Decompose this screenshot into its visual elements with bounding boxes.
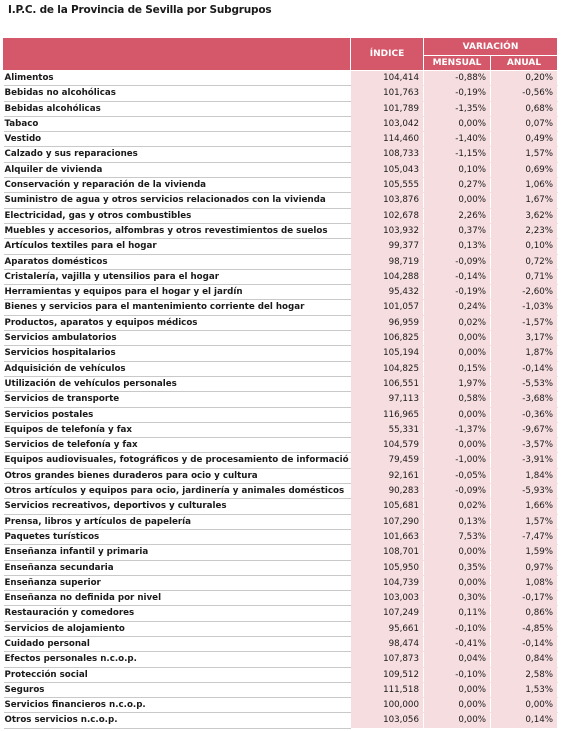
- subgroup-name: Enseñanza secundaria: [4, 560, 351, 575]
- indice-value: 108,701: [351, 545, 424, 560]
- mensual-value: 0,30%: [424, 591, 491, 606]
- anual-value: 0,14%: [491, 713, 558, 728]
- subgroup-name: Equipos de telefonía y fax: [4, 422, 351, 437]
- mensual-value: -0,14%: [424, 269, 491, 284]
- anual-value: -3,68%: [491, 392, 558, 407]
- mensual-value: -1,00%: [424, 453, 491, 468]
- anual-value: 1,87%: [491, 346, 558, 361]
- indice-value: 114,460: [351, 132, 424, 147]
- table-body: [4, 71, 558, 729]
- indice-value: 106,825: [351, 331, 424, 346]
- page-title: I.P.C. de la Provincia de Sevilla por Subgrupos: [8, 4, 272, 16]
- header-blank-cell: [4, 38, 351, 71]
- header-mensual: MENSUAL: [424, 56, 491, 71]
- mensual-value: 0,37%: [424, 223, 491, 238]
- subgroup-name: Conservación y reparación de la vivienda: [4, 178, 351, 193]
- indice-value: 116,965: [351, 407, 424, 422]
- mensual-value: -0,10%: [424, 621, 491, 636]
- table-row: [4, 621, 558, 636]
- subgroup-name: Productos, aparatos y equipos médicos: [4, 315, 351, 330]
- mensual-value: 0,13%: [424, 514, 491, 529]
- mensual-value: 7,53%: [424, 529, 491, 544]
- indice-value: 103,876: [351, 193, 424, 208]
- indice-value: 103,003: [351, 591, 424, 606]
- indice-value: 101,057: [351, 300, 424, 315]
- subgroup-name: Equipos audiovisuales, fotográficos y de procesamiento de informació: [4, 453, 351, 468]
- header-variacion: VARIACIÓN: [424, 38, 558, 56]
- indice-value: 108,733: [351, 147, 424, 162]
- indice-value: 105,555: [351, 178, 424, 193]
- subgroup-name: Otros artículos y equipos para ocio, jardinería y animales domésticos: [4, 484, 351, 499]
- table-row: [4, 422, 558, 437]
- mensual-value: 0,35%: [424, 560, 491, 575]
- subgroup-name: Suministro de agua y otros servicios relacionados con la vivienda: [4, 193, 351, 208]
- subgroup-name: Restauración y comedores: [4, 606, 351, 621]
- indice-value: 105,950: [351, 560, 424, 575]
- table-row: [4, 392, 558, 407]
- subgroup-name: Cristalería, vajilla y utensilios para el hogar: [4, 269, 351, 284]
- subgroup-name: Bienes y servicios para el mantenimiento corriente del hogar: [4, 300, 351, 315]
- table-row: [4, 147, 558, 162]
- indice-value: 104,288: [351, 269, 424, 284]
- subgroup-name: Adquisición de vehículos: [4, 361, 351, 376]
- subgroup-name: Alimentos: [4, 71, 351, 86]
- table-row: [4, 438, 558, 453]
- table-row: [4, 636, 558, 651]
- anual-value: -4,85%: [491, 621, 558, 636]
- anual-value: 1,66%: [491, 499, 558, 514]
- mensual-value: -0,09%: [424, 484, 491, 499]
- table-row: [4, 560, 558, 575]
- anual-value: 0,49%: [491, 132, 558, 147]
- anual-value: -1,03%: [491, 300, 558, 315]
- table-row: [4, 116, 558, 131]
- subgroup-name: Protección social: [4, 667, 351, 682]
- table-row: [4, 254, 558, 269]
- table-row: [4, 529, 558, 544]
- subgroup-name: Servicios ambulatorios: [4, 331, 351, 346]
- subgroup-name: Servicios de alojamiento: [4, 621, 351, 636]
- indice-value: 105,043: [351, 162, 424, 177]
- table-row: [4, 193, 558, 208]
- anual-value: 1,59%: [491, 545, 558, 560]
- indice-value: 101,789: [351, 101, 424, 116]
- table-row: [4, 208, 558, 223]
- indice-value: 107,290: [351, 514, 424, 529]
- anual-value: -3,57%: [491, 438, 558, 453]
- table-row: [4, 132, 558, 147]
- mensual-value: -0,19%: [424, 285, 491, 300]
- table-row: [4, 223, 558, 238]
- indice-value: 95,661: [351, 621, 424, 636]
- mensual-value: 0,13%: [424, 239, 491, 254]
- indice-value: 104,825: [351, 361, 424, 376]
- indice-value: 90,283: [351, 484, 424, 499]
- subgroup-name: Herramientas y equipos para el hogar y el jardín: [4, 285, 351, 300]
- mensual-value: 0,10%: [424, 162, 491, 177]
- table-row: [4, 315, 558, 330]
- anual-value: -9,67%: [491, 422, 558, 437]
- table-row: [4, 300, 558, 315]
- table-row: [4, 484, 558, 499]
- table-row: [4, 86, 558, 101]
- anual-value: 0,07%: [491, 116, 558, 131]
- anual-value: -0,14%: [491, 636, 558, 651]
- subgroup-name: Alquiler de vivienda: [4, 162, 351, 177]
- anual-value: -0,36%: [491, 407, 558, 422]
- anual-value: -3,91%: [491, 453, 558, 468]
- table-row: [4, 162, 558, 177]
- mensual-value: 0,00%: [424, 193, 491, 208]
- subgroup-name: Paquetes turísticos: [4, 529, 351, 544]
- indice-value: 105,681: [351, 499, 424, 514]
- anual-value: 0,71%: [491, 269, 558, 284]
- mensual-value: 0,00%: [424, 545, 491, 560]
- subgroup-name: Seguros: [4, 682, 351, 697]
- table-row: [4, 545, 558, 560]
- subgroup-name: Bebidas alcohólicas: [4, 101, 351, 116]
- table-row: [4, 71, 558, 86]
- table-row: [4, 606, 558, 621]
- anual-value: 0,72%: [491, 254, 558, 269]
- indice-value: 103,056: [351, 713, 424, 728]
- anual-value: 0,84%: [491, 652, 558, 667]
- mensual-value: -1,35%: [424, 101, 491, 116]
- indice-value: 101,663: [351, 529, 424, 544]
- subgroup-name: Tabaco: [4, 116, 351, 131]
- indice-value: 107,873: [351, 652, 424, 667]
- table-row: [4, 407, 558, 422]
- table-row: [4, 361, 558, 376]
- mensual-value: 0,04%: [424, 652, 491, 667]
- table-row: [4, 652, 558, 667]
- anual-value: -1,57%: [491, 315, 558, 330]
- anual-value: 0,68%: [491, 101, 558, 116]
- mensual-value: -0,10%: [424, 667, 491, 682]
- indice-value: 106,551: [351, 376, 424, 391]
- mensual-value: -1,37%: [424, 422, 491, 437]
- table-row: [4, 468, 558, 483]
- header-indice: ÍNDICE: [351, 38, 424, 71]
- anual-value: 0,20%: [491, 71, 558, 86]
- anual-value: 3,17%: [491, 331, 558, 346]
- mensual-value: 0,00%: [424, 682, 491, 697]
- header-anual: ANUAL: [491, 56, 558, 71]
- indice-value: 103,932: [351, 223, 424, 238]
- mensual-value: 0,27%: [424, 178, 491, 193]
- subgroup-name: Servicios recreativos, deportivos y culturales: [4, 499, 351, 514]
- subgroup-name: Efectos personales n.c.o.p.: [4, 652, 351, 667]
- ipc-table: [3, 37, 558, 729]
- mensual-value: 0,02%: [424, 499, 491, 514]
- mensual-value: 0,58%: [424, 392, 491, 407]
- indice-value: 98,719: [351, 254, 424, 269]
- indice-value: 100,000: [351, 698, 424, 713]
- anual-value: -5,53%: [491, 376, 558, 391]
- anual-value: 1,06%: [491, 178, 558, 193]
- table-row: [4, 591, 558, 606]
- indice-value: 102,678: [351, 208, 424, 223]
- subgroup-name: Prensa, libros y artículos de papelería: [4, 514, 351, 529]
- table-row: [4, 575, 558, 590]
- subgroup-name: Calzado y sus reparaciones: [4, 147, 351, 162]
- anual-value: 1,57%: [491, 514, 558, 529]
- table-row: [4, 453, 558, 468]
- indice-value: 99,377: [351, 239, 424, 254]
- mensual-value: 0,00%: [424, 346, 491, 361]
- anual-value: 1,57%: [491, 147, 558, 162]
- mensual-value: 0,00%: [424, 116, 491, 131]
- mensual-value: -0,41%: [424, 636, 491, 651]
- anual-value: 1,08%: [491, 575, 558, 590]
- indice-value: 55,331: [351, 422, 424, 437]
- indice-value: 97,113: [351, 392, 424, 407]
- mensual-value: -0,88%: [424, 71, 491, 86]
- mensual-value: 0,02%: [424, 315, 491, 330]
- anual-value: 2,58%: [491, 667, 558, 682]
- subgroup-name: Cuidado personal: [4, 636, 351, 651]
- mensual-value: 0,00%: [424, 407, 491, 422]
- mensual-value: 0,00%: [424, 438, 491, 453]
- table-row: [4, 682, 558, 697]
- indice-value: 79,459: [351, 453, 424, 468]
- anual-value: 2,23%: [491, 223, 558, 238]
- subgroup-name: Artículos textiles para el hogar: [4, 239, 351, 254]
- table-row: [4, 376, 558, 391]
- subgroup-name: Aparatos domésticos: [4, 254, 351, 269]
- anual-value: 0,69%: [491, 162, 558, 177]
- mensual-value: 0,15%: [424, 361, 491, 376]
- indice-value: 109,512: [351, 667, 424, 682]
- indice-value: 111,518: [351, 682, 424, 697]
- table-row: [4, 101, 558, 116]
- table-row: [4, 269, 558, 284]
- indice-value: 104,579: [351, 438, 424, 453]
- subgroup-name: Servicios hospitalarios: [4, 346, 351, 361]
- anual-value: 0,00%: [491, 698, 558, 713]
- anual-value: -0,14%: [491, 361, 558, 376]
- table-row: [4, 499, 558, 514]
- subgroup-name: Enseñanza superior: [4, 575, 351, 590]
- mensual-value: 2,26%: [424, 208, 491, 223]
- table-row: [4, 178, 558, 193]
- table-row: [4, 698, 558, 713]
- mensual-value: 0,00%: [424, 331, 491, 346]
- anual-value: 1,67%: [491, 193, 558, 208]
- anual-value: -0,17%: [491, 591, 558, 606]
- indice-value: 107,249: [351, 606, 424, 621]
- indice-value: 96,959: [351, 315, 424, 330]
- subgroup-name: Servicios de transporte: [4, 392, 351, 407]
- mensual-value: 0,24%: [424, 300, 491, 315]
- table-row: [4, 667, 558, 682]
- anual-value: 1,53%: [491, 682, 558, 697]
- subgroup-name: Muebles y accesorios, alfombras y otros revestimientos de suelos: [4, 223, 351, 238]
- mensual-value: -1,40%: [424, 132, 491, 147]
- indice-value: 95,432: [351, 285, 424, 300]
- subgroup-name: Enseñanza no definida por nivel: [4, 591, 351, 606]
- indice-value: 105,194: [351, 346, 424, 361]
- anual-value: 0,86%: [491, 606, 558, 621]
- anual-value: 0,97%: [491, 560, 558, 575]
- indice-value: 104,739: [351, 575, 424, 590]
- anual-value: -7,47%: [491, 529, 558, 544]
- table-row: [4, 514, 558, 529]
- subgroup-name: Otros servicios n.c.o.p.: [4, 713, 351, 728]
- table-row: [4, 285, 558, 300]
- subgroup-name: Vestido: [4, 132, 351, 147]
- subgroup-name: Servicios de telefonía y fax: [4, 438, 351, 453]
- subgroup-name: Utilización de vehículos personales: [4, 376, 351, 391]
- mensual-value: -1,15%: [424, 147, 491, 162]
- anual-value: -2,60%: [491, 285, 558, 300]
- mensual-value: -0,09%: [424, 254, 491, 269]
- indice-value: 104,414: [351, 71, 424, 86]
- mensual-value: -0,19%: [424, 86, 491, 101]
- subgroup-name: Electricidad, gas y otros combustibles: [4, 208, 351, 223]
- anual-value: 1,84%: [491, 468, 558, 483]
- header-row-top: [4, 38, 558, 56]
- mensual-value: -0,05%: [424, 468, 491, 483]
- indice-value: 92,161: [351, 468, 424, 483]
- mensual-value: 0,11%: [424, 606, 491, 621]
- subgroup-name: Servicios postales: [4, 407, 351, 422]
- mensual-value: 0,00%: [424, 698, 491, 713]
- table-row: [4, 346, 558, 361]
- mensual-value: 0,00%: [424, 575, 491, 590]
- anual-value: -0,56%: [491, 86, 558, 101]
- mensual-value: 0,00%: [424, 713, 491, 728]
- table-row: [4, 331, 558, 346]
- subgroup-name: Enseñanza infantil y primaria: [4, 545, 351, 560]
- indice-value: 101,763: [351, 86, 424, 101]
- anual-value: -5,93%: [491, 484, 558, 499]
- indice-value: 103,042: [351, 116, 424, 131]
- table-row: [4, 713, 558, 728]
- anual-value: 3,62%: [491, 208, 558, 223]
- table-row: [4, 239, 558, 254]
- subgroup-name: Servicios financieros n.c.o.p.: [4, 698, 351, 713]
- indice-value: 98,474: [351, 636, 424, 651]
- anual-value: 0,10%: [491, 239, 558, 254]
- subgroup-name: Otros grandes bienes duraderos para ocio y cultura: [4, 468, 351, 483]
- mensual-value: 1,97%: [424, 376, 491, 391]
- subgroup-name: Bebidas no alcohólicas: [4, 86, 351, 101]
